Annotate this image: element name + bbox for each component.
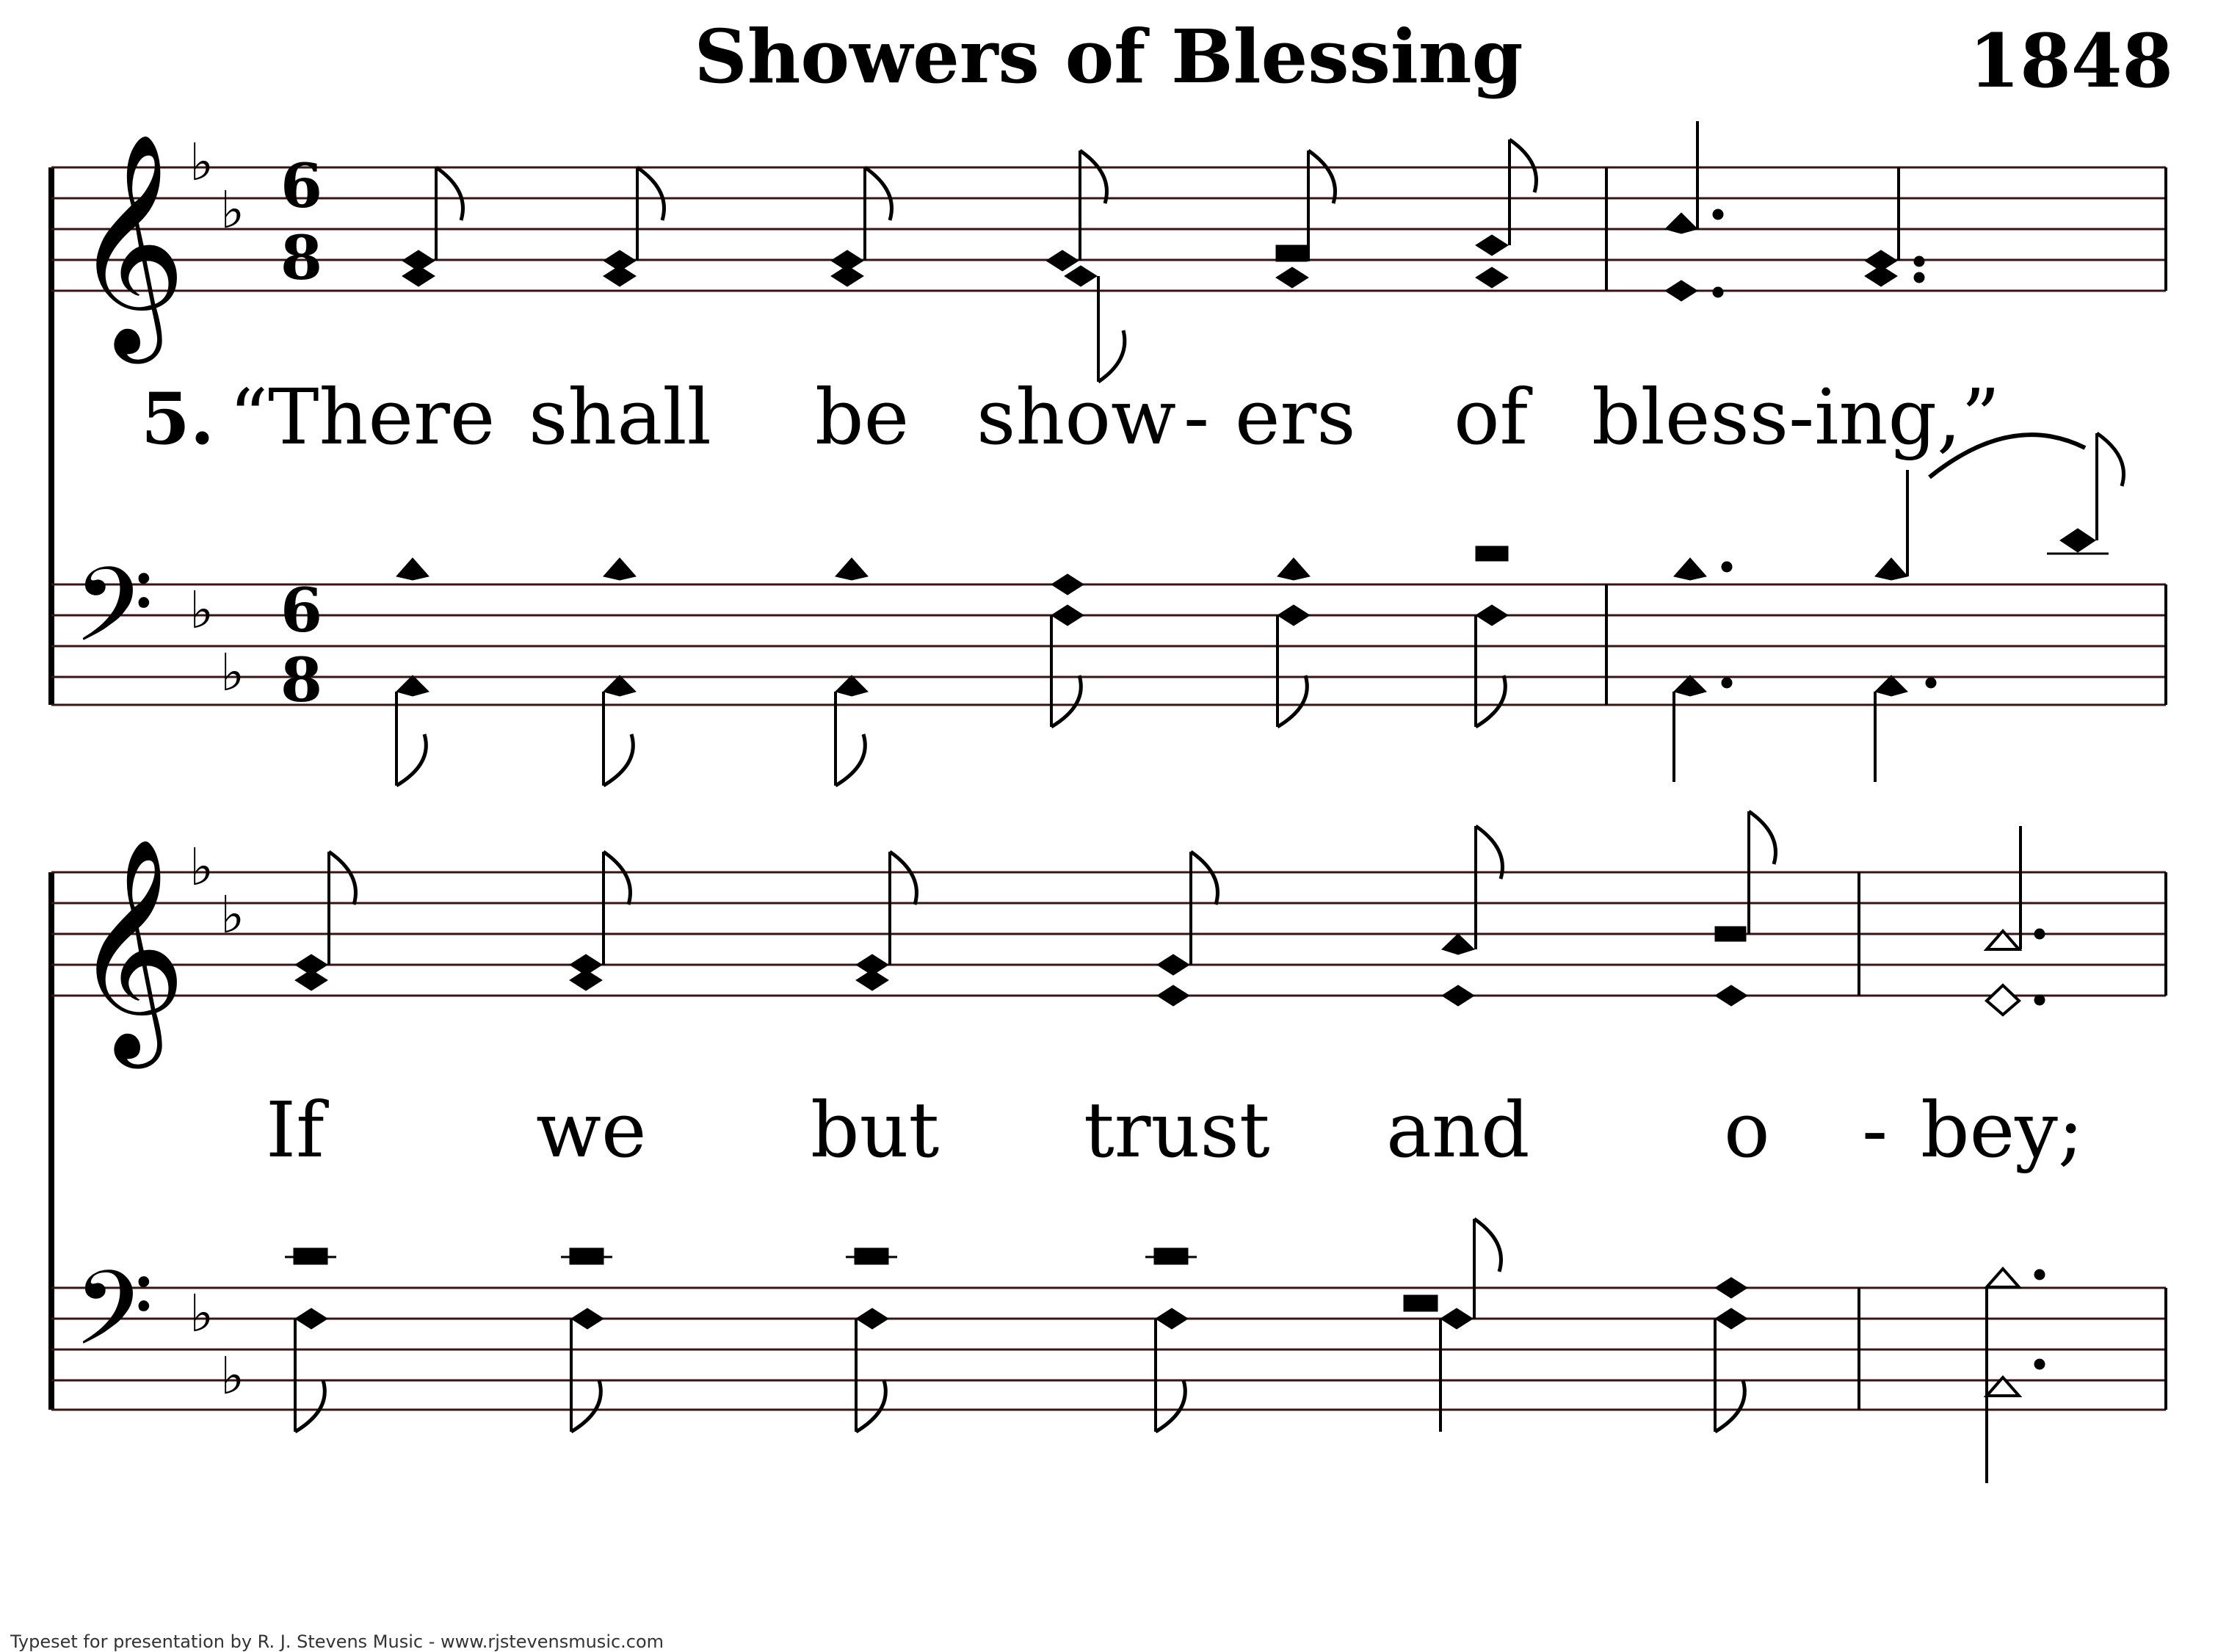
- flat-icon: ♭: [189, 1283, 214, 1344]
- note-chord: [1276, 151, 1335, 288]
- note-chord: [1476, 546, 1508, 727]
- flat-icon: ♭: [220, 642, 245, 703]
- bass-notes-1: [396, 433, 2123, 786]
- note-chord: [1987, 1269, 2045, 1483]
- lyric-syllable: “There: [229, 372, 496, 462]
- note-chord: [1865, 167, 1924, 286]
- hymn-title: Showers of Blessing: [694, 13, 1523, 100]
- hymn-number: 1848: [1968, 18, 2173, 104]
- note-chord: [1674, 558, 1732, 782]
- treble-staff-1: [51, 132, 2166, 365]
- treble-clef-icon: 𝄞: [73, 132, 186, 354]
- note-chord: [836, 558, 868, 786]
- time-signature-bottom: 8: [280, 223, 323, 294]
- bass-staff-2: [51, 1249, 2166, 1410]
- note-chord: [1987, 826, 2045, 1015]
- time-signature-bottom: 8: [280, 645, 323, 716]
- lyric-syllable: show: [976, 372, 1176, 462]
- lyric-syllable: bey;: [1921, 1085, 2084, 1175]
- lyric-hyphen: -: [1184, 372, 1210, 462]
- note-chord: [561, 1248, 612, 1432]
- note-chord: [1046, 151, 1125, 382]
- lyrics-line-1: [141, 372, 2000, 462]
- bass-clef-icon: 𝄢: [73, 546, 154, 691]
- lyric-syllable: and: [1386, 1085, 1530, 1175]
- flat-icon: ♭: [189, 132, 214, 192]
- system-1: [51, 121, 2166, 786]
- note-chord: [1715, 811, 1775, 1006]
- note-chord: [285, 1248, 336, 1432]
- note-chord: [846, 1248, 897, 1432]
- lyric-syllable: o: [1724, 1085, 1770, 1175]
- bass-clef-icon: 𝄢: [73, 1249, 154, 1394]
- verse-number: 5.: [141, 377, 215, 460]
- flat-icon: ♭: [220, 180, 245, 240]
- lyric-syllable: be: [815, 372, 910, 462]
- note-chord: [402, 167, 463, 286]
- note-chord: [1442, 826, 1502, 1006]
- treble-notes-1: [402, 121, 1924, 382]
- time-signature-top: 6: [280, 151, 323, 222]
- bass-staff-1: [51, 546, 2166, 716]
- note-chord: [1404, 1219, 1501, 1432]
- flat-icon: ♭: [220, 885, 245, 945]
- bass-notes-2: [285, 1219, 2045, 1483]
- publisher-credit: Typeset for presentation by R. J. Stevens Music - www.rjstevensmusic.com: [10, 1631, 664, 1652]
- lyric-syllable: but: [811, 1085, 940, 1175]
- note-chord: [1665, 121, 1723, 301]
- treble-clef-icon: 𝄞: [73, 837, 186, 1059]
- flat-icon: ♭: [189, 580, 214, 640]
- lyric-syllable: ers: [1235, 372, 1356, 462]
- lyric-syllable: of: [1454, 372, 1529, 462]
- lyric-syllable: we: [536, 1085, 647, 1175]
- flat-icon: ♭: [189, 837, 214, 897]
- lyric-hyphen: -: [1862, 1085, 1888, 1175]
- note-chord: [1157, 852, 1217, 1006]
- treble-notes-2: [295, 811, 2045, 1015]
- lyric-syllable: If: [266, 1085, 325, 1175]
- note-chord: [1145, 1248, 1197, 1432]
- system-2: [51, 811, 2166, 1483]
- note-chord: [396, 558, 429, 786]
- note-chord: [604, 167, 664, 286]
- note-chord: [2047, 433, 2123, 554]
- note-chord: [604, 558, 636, 786]
- lyric-syllable: bless-ing,”: [1592, 372, 2001, 462]
- note-chord: [1476, 140, 1536, 288]
- treble-staff-2: [51, 837, 2166, 1070]
- flat-icon: ♭: [220, 1346, 245, 1406]
- lyric-syllable: trust: [1084, 1085, 1270, 1175]
- lyrics-line-2: [266, 1085, 2084, 1175]
- note-chord: [831, 167, 891, 286]
- note-chord: [1875, 470, 1936, 782]
- time-signature-top: 6: [280, 576, 323, 646]
- lyric-syllable: shall: [529, 372, 711, 462]
